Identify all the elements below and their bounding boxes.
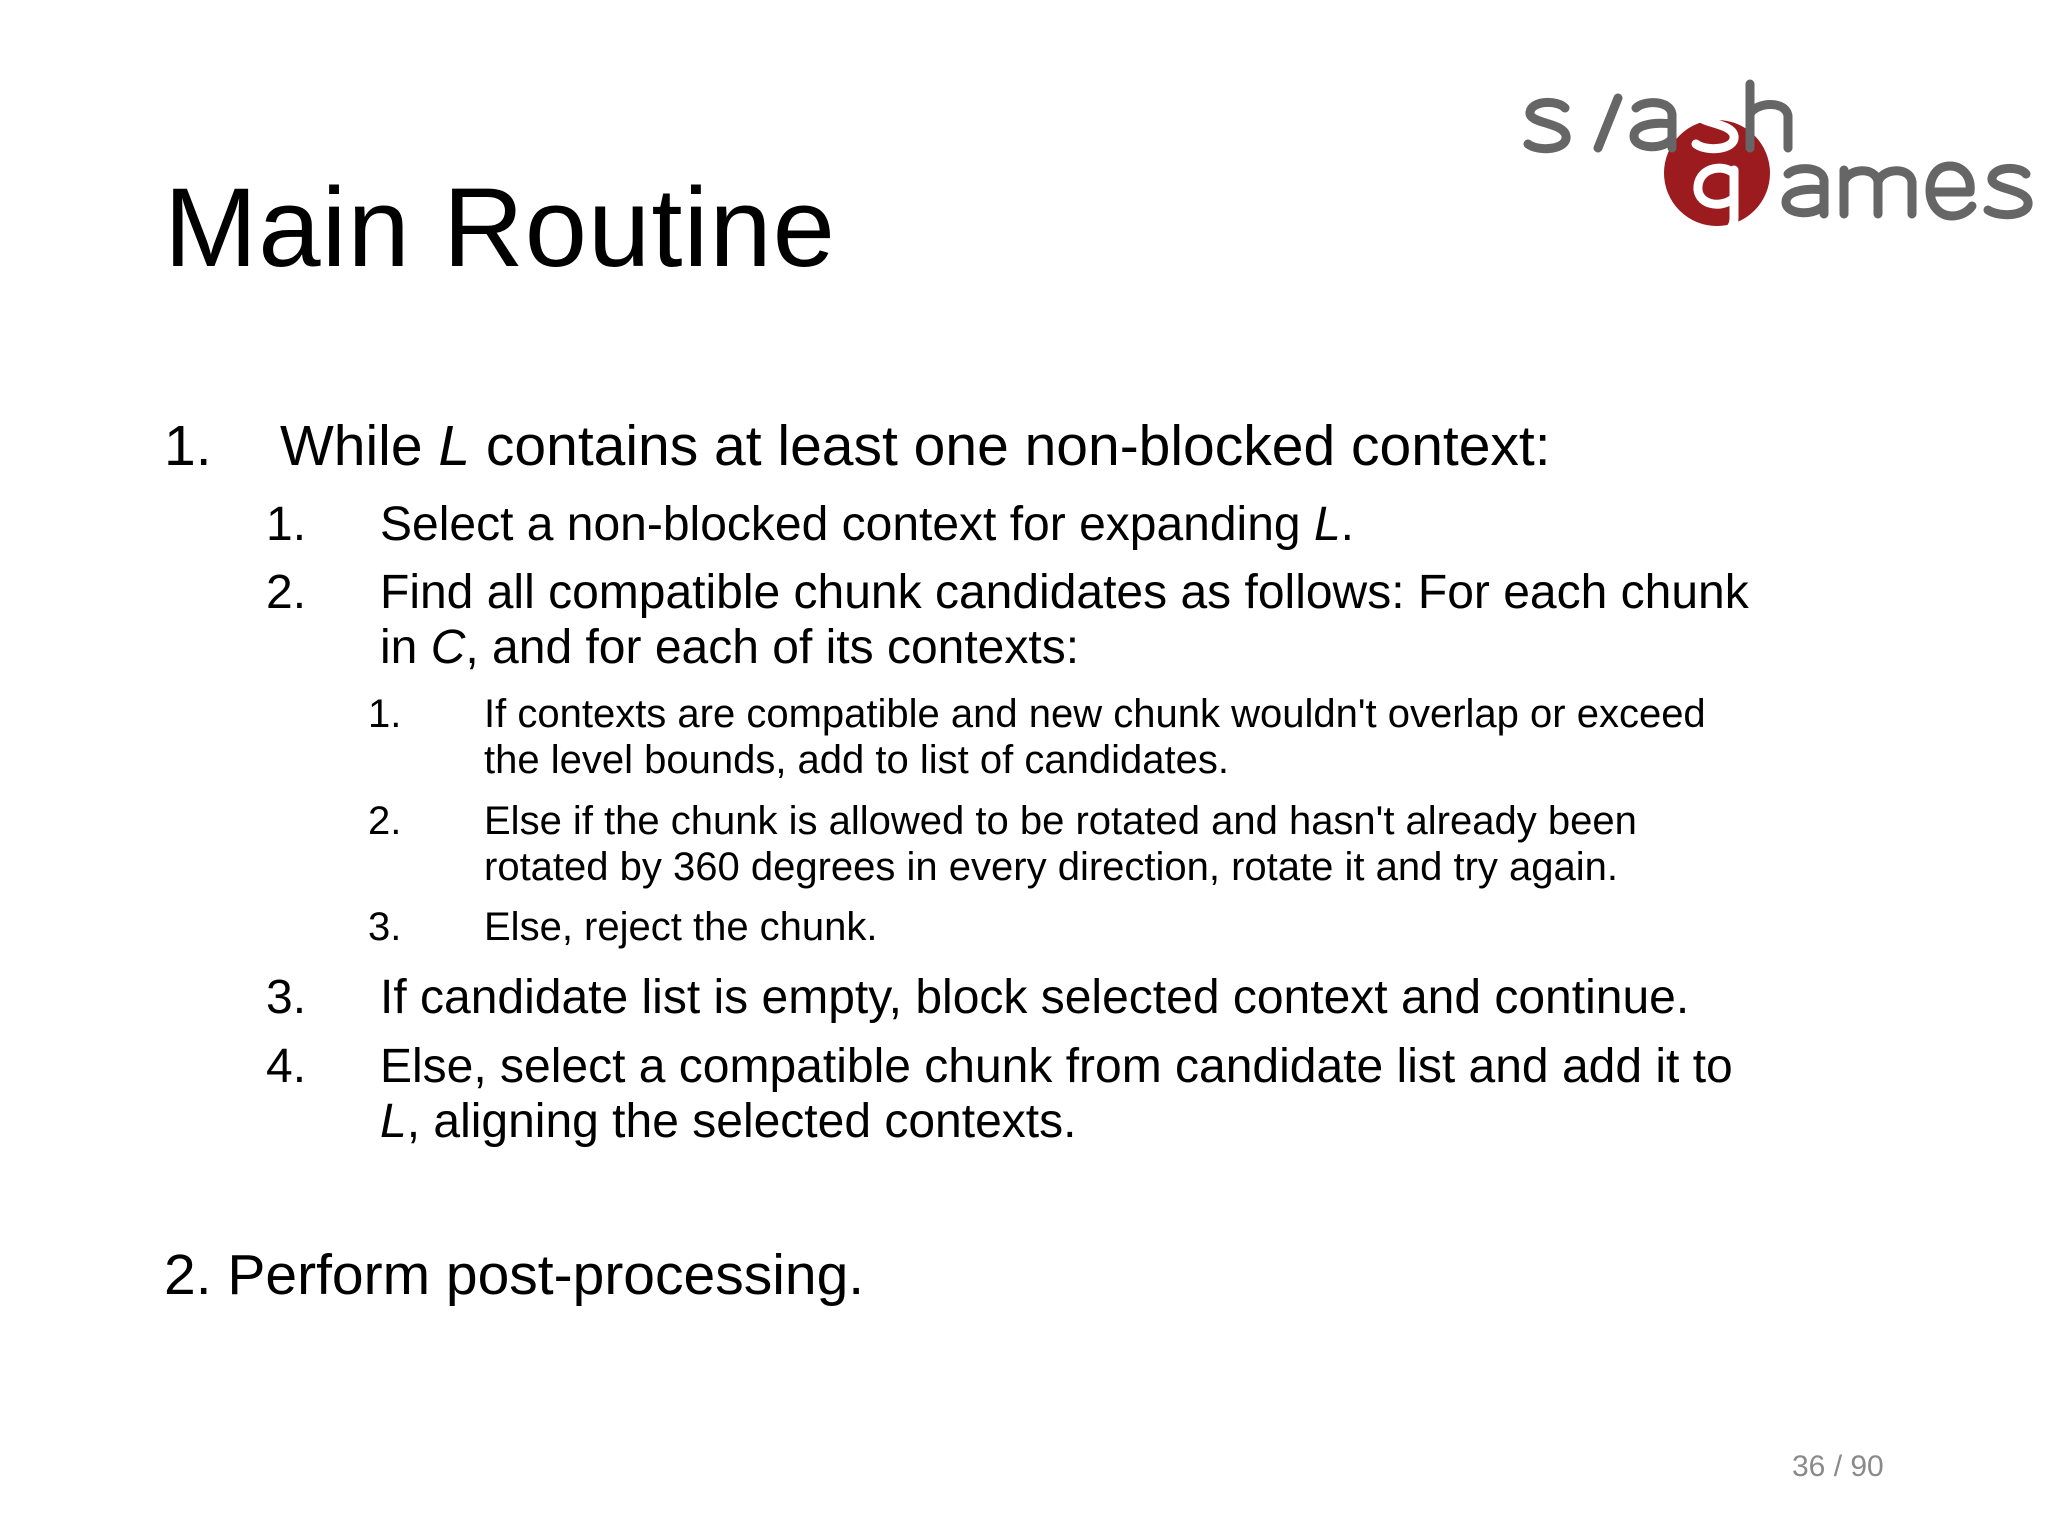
page-number: 36 / 90 (1792, 1450, 1884, 1483)
list-number: 1. (266, 498, 307, 551)
variable-L: L (380, 1095, 407, 1148)
slash-games-logo (1520, 78, 2040, 258)
text-line (380, 620, 1749, 675)
text-span: , aligning the selected contexts. (406, 1095, 1077, 1148)
text-line: Find all compatible chunk candidates as follows: For each chunk (380, 566, 1749, 619)
list-number: 3. (368, 905, 402, 949)
variable-L: L (438, 414, 471, 478)
text-line: Else, select a compatible chunk from candidate list and add it to (380, 1040, 1733, 1093)
text-line: rotated by 360 degrees in every direction, rotate it and try again. (484, 845, 1619, 889)
list-number: 3. (266, 971, 307, 1024)
list-number: 1. (368, 692, 402, 736)
list-text (484, 798, 1637, 890)
text-span: contains at least one non-blocked context: (470, 414, 1551, 478)
list-text (484, 691, 1706, 783)
list-number: 2. (266, 566, 307, 619)
list-number: 1. (164, 414, 212, 478)
text-line: If contexts are compatible and new chunk wouldn't overlap or exceed (484, 692, 1706, 736)
text-span: While (280, 414, 439, 478)
slide-title: Main Routine (164, 165, 836, 290)
variable-C: C (430, 621, 466, 674)
text-span: . (1340, 498, 1354, 551)
variable-L: L (1313, 498, 1341, 551)
text-line: Else if the chunk is allowed to be rotated and hasn't already been (484, 799, 1637, 843)
text-span: Select a non-blocked context for expanding (380, 498, 1314, 551)
text-span: in (380, 621, 431, 674)
list-number: 2. (368, 799, 402, 843)
list-text (380, 497, 1354, 552)
list-text (380, 1039, 1733, 1149)
list-text: If candidate list is empty, block selected context and continue. (380, 971, 1690, 1024)
list-text: Else, reject the chunk. (484, 905, 878, 949)
text-line (380, 1094, 1733, 1149)
list-text (380, 565, 1749, 675)
text-line: the level bounds, add to list of candidates. (484, 738, 1229, 782)
list-number: 4. (266, 1040, 307, 1093)
text-span: , and for each of its contexts: (465, 621, 1080, 674)
post-processing-step: 2. Perform post-processing. (164, 1243, 865, 1307)
list-text (280, 414, 1551, 478)
